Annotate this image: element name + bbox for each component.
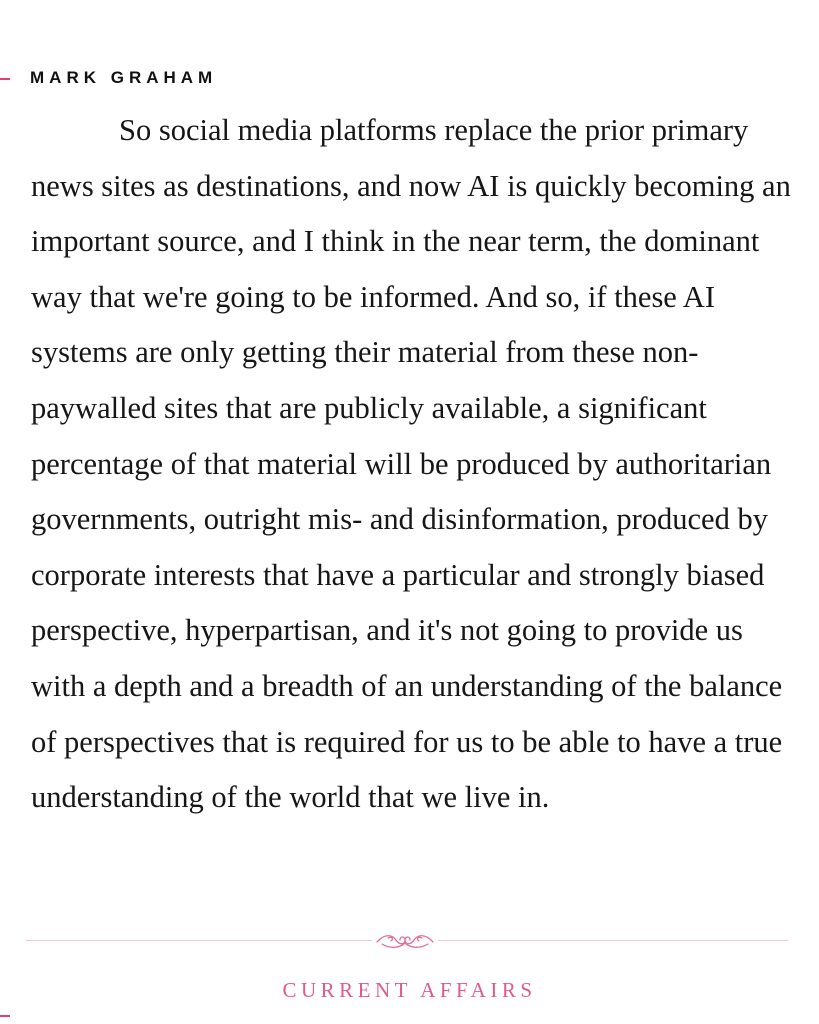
- publication-name: CURRENT AFFAIRS: [282, 978, 537, 1002]
- author-name: MARK GRAHAM: [30, 68, 218, 87]
- edge-tick-top: [0, 78, 10, 80]
- divider-line-right: [438, 940, 788, 941]
- flourish-icon: [374, 930, 436, 952]
- quote-text: So social media platforms replace the prior primary news sites as destinations, and now AI is quickly becoming an important source, and I think in the near term, the dominant way that we're going to be informed. And so, if these AI systems are only getting their material from these non-paywalled sites that are publicly available, a significant percentage of that material will be produced by authoritarian governments, outright mis- and disinformation, produced by corporate interests that have a particular and strongly biased perspective, hyperpartisan, and it's not going to provide us with a depth and a breadth of an understanding of the balance of perspectives that is required for us to be able to have a true understanding of the world that we live in.: [31, 113, 791, 815]
- edge-tick-bottom: [0, 1015, 10, 1017]
- divider-line-left: [26, 940, 372, 941]
